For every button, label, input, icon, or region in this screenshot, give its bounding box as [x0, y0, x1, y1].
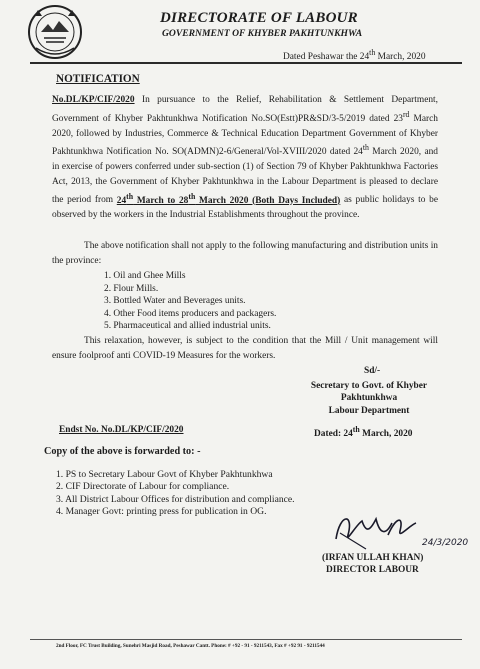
- endorsement-date-prefix: Dated: 24: [314, 429, 353, 440]
- notification-paragraph-2: The above notification shall not apply to the following manufacturing and distribution units in the province:: [52, 241, 438, 266]
- endorsement-date-suffix: March, 2020: [359, 429, 413, 440]
- reference-number: No.DL/KP/CIF/2020: [52, 95, 135, 105]
- recipients-list: [56, 469, 295, 519]
- footer-address: 2nd Floor, FC Trust Building, Sunehri Masjid Road, Peshawar Cantt. Phone: # +92 - 91 - 9211543, Fax # +92 91 - 9211544: [56, 643, 325, 649]
- endorsement-date-sup: th: [352, 425, 360, 434]
- p1-text-d: as public holidays to be observed by the workers in the Industrial Establishments throughout the province.: [52, 195, 438, 221]
- notification-paragraph-1: [52, 93, 438, 223]
- list-item: 5. Pharmaceutical and allied industrial units.: [104, 321, 271, 332]
- list-item: 3. All District Labour Offices for distribution and compliance.: [56, 493, 295, 505]
- signoff-line-2: Pakhtunkhwa: [340, 393, 398, 404]
- p1-text-c: March 2020, and in exercise of powers conferred under sub-section (1) of Section 79 of Khyber Pakhtunkhwa Factories Act, 2013, the Government of Khyber Pakhtunkhwa in the Labour Department is pleased to declare the period from: [52, 147, 438, 206]
- government-subtitle: GOVERNMENT OF KHYBER PAKHTUNKHWA: [162, 28, 363, 39]
- holiday-period-b: March to 28: [133, 195, 189, 206]
- p1-sup-1: rd: [402, 109, 410, 119]
- header-divider: [30, 62, 462, 64]
- endorsement-date: [314, 425, 412, 439]
- list-item: 1. Oil and Ghee Mills: [104, 271, 186, 281]
- director-name: (IRFAN ULLAH KHAN): [322, 553, 424, 563]
- p1-text-b: March 2020, followed by Industries, Commerce & Technical Education Department Government of Khyber Pakhtunkhwa Notification No. SO(ADMN)2-6/General/Vol-XVIII/2020 dated 24: [52, 113, 438, 158]
- list-item: 2. CIF Directorate of Labour for compliance.: [56, 481, 230, 493]
- list-item: 3. Bottled Water and Beverages units.: [104, 296, 246, 307]
- signoff-line-3: Labour Department: [328, 405, 410, 416]
- list-item: 1. PS to Secretary Labour Govt of Khyber Pakhtunkhwa: [56, 469, 273, 480]
- directorate-title: DIRECTORATE OF LABOUR: [160, 10, 358, 26]
- header-date: [283, 48, 426, 62]
- signoff-line-1: Secretary to Govt. of Khyber: [310, 381, 428, 391]
- list-item: 2. Flour Mills.: [104, 283, 159, 294]
- secretary-signoff: [298, 380, 440, 417]
- holiday-period-a: 24: [116, 195, 127, 206]
- government-emblem-icon: [26, 4, 84, 60]
- notification-paragraph-3: This relaxation, however, is subject to the condition that the Mill / Unit management will ensure foolproof anti COVID-19 Measures for the workers.: [52, 336, 438, 361]
- header-date-suffix: March, 2020: [375, 52, 426, 63]
- list-item: 4. Other Food items producers and packagers.: [104, 308, 277, 319]
- p1-text-a: In pursuance to the Relief, Rehabilitation & Settlement Department, Government of Khyber Pakhtunkhwa Notification No.SO(Estt)PR&SD/3-5/2019 dated 23: [52, 95, 438, 124]
- footer-divider: [30, 639, 462, 640]
- holiday-period: [116, 191, 341, 206]
- header-date-prefix: Dated Peshawar the 24: [283, 52, 370, 63]
- p1-sup-2: th: [362, 143, 369, 153]
- signature-date: 24/3/2020: [422, 538, 469, 548]
- endorsement-number: Endst No. No.DL/KP/CIF/2020: [59, 425, 184, 435]
- notification-heading: NOTIFICATION: [56, 73, 140, 85]
- exempt-units-list: [104, 270, 276, 333]
- holiday-period-c: March 2020 (Both Days Included): [195, 195, 341, 206]
- header-date-sup: th: [369, 48, 376, 57]
- handwritten-signature-icon: [326, 505, 474, 555]
- copy-forwarded-heading: Copy of the above is forwarded to: -: [44, 446, 201, 457]
- sd-mark: Sd/-: [364, 366, 381, 376]
- holiday-period-sup-b: th: [188, 191, 196, 201]
- director-title: DIRECTOR LABOUR: [326, 565, 419, 575]
- holiday-period-sup-a: th: [126, 191, 134, 201]
- list-item: 4. Manager Govt: printing press for publication in OG.: [56, 506, 267, 518]
